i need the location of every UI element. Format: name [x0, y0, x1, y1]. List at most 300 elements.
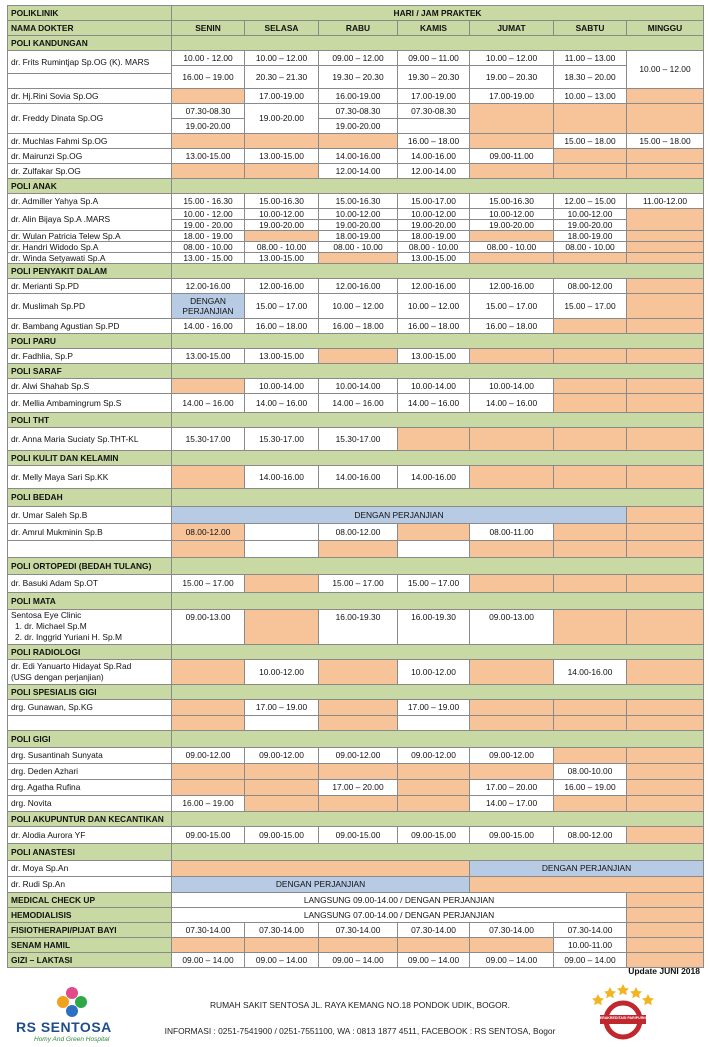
closed-cell [627, 348, 704, 363]
closed-cell [470, 163, 554, 178]
schedule-cell: 19.00-20.00 [554, 219, 627, 230]
doctor-name: dr. Merianti Sp.PD [8, 278, 172, 293]
closed-cell [627, 465, 704, 488]
schedule-cell: 19.30 – 20.30 [319, 66, 398, 89]
schedule-cell: 10.00 – 13.00 [554, 88, 627, 103]
schedule-cell: 09.00-13.00 [470, 609, 554, 644]
closed-cell [398, 779, 470, 795]
doctor-name: dr. Umar Saleh Sp.B [8, 506, 172, 523]
update-note: Update JUNI 2018 [628, 966, 700, 976]
schedule-cell: 17.00 – 20.00 [319, 779, 398, 795]
closed-cell [470, 465, 554, 488]
schedule-cell: 09.00 – 14.00 [554, 952, 627, 967]
schedule-cell: 08.00-11.00 [470, 523, 554, 540]
doctor-name: dr. Fadhlia, Sp.P [8, 348, 172, 363]
empty-cell [245, 523, 319, 540]
schedule-cell: 08.00 - 10.00 [554, 241, 627, 252]
schedule-cell: 14.00 - 16.00 [172, 318, 245, 333]
section-gigi: POLI GIGI [8, 730, 172, 747]
closed-cell [470, 763, 554, 779]
schedule-cell: 08.00 - 10.00 [172, 241, 245, 252]
schedule-cell: 15.00-16.30 [470, 193, 554, 208]
section-radiologi: POLI RADIOLOGI [8, 644, 172, 659]
closed-cell [319, 348, 398, 363]
section-row [8, 36, 704, 51]
doctor-name: dr. Mairunzi Sp.OG [8, 148, 172, 163]
doctor-name: dr. Moya Sp.An [8, 860, 172, 876]
schedule-cell: 10.00 - 12.00 [172, 51, 245, 66]
closed-cell [627, 779, 704, 795]
schedule-row [8, 699, 704, 715]
schedule-cell: 08.00 - 10.00 [470, 241, 554, 252]
section-fill [172, 363, 704, 378]
schedule-cell: 08.00-12.00 [554, 826, 627, 843]
schedule-row [8, 193, 704, 208]
schedule-cell: 07.30-14.00 [245, 922, 319, 937]
schedule-cell: 07.30-08.30 [172, 103, 245, 118]
closed-cell [627, 763, 704, 779]
doctor-name: drg. Agatha Rufina [8, 779, 172, 795]
schedule-cell: 14.00-16.00 [319, 148, 398, 163]
closed-cell [470, 427, 554, 450]
badge-text: TERAKREDITASI PARIPURNA [597, 1016, 649, 1020]
schedule-row [8, 747, 704, 763]
doctor-name: dr. Basuki Adam Sp.OT [8, 574, 172, 592]
closed-cell [627, 937, 704, 952]
schedule-row [8, 133, 704, 148]
closed-cell [627, 523, 704, 540]
section-row [8, 450, 704, 465]
schedule-row [8, 574, 704, 592]
closed-cell [398, 523, 470, 540]
closed-cell [627, 574, 704, 592]
header-row-2 [8, 21, 704, 36]
appointment-line: PERJANJIAN [182, 305, 234, 316]
schedule-cell: 15.00 - 16.30 [172, 193, 245, 208]
doctor-name: dr. Admiller Yahya Sp.A [8, 193, 172, 208]
schedule-cell: 19.00-20.00 [245, 219, 319, 230]
closed-cell [245, 574, 319, 592]
section-row [8, 412, 704, 427]
closed-cell [398, 795, 470, 811]
section-fill [172, 36, 704, 51]
doctor-name: dr. Zulfakar Sp.OG [8, 163, 172, 178]
schedule-cell: 12.00 – 15.00 [554, 193, 627, 208]
footer-address: RUMAH SAKIT SENTOSA JL. RAYA KEMANG NO.18 PONDOK UDIK, BOGOR. [209, 1000, 510, 1010]
service-row [8, 952, 704, 967]
schedule-cell: 10.00-12.00 [398, 659, 470, 684]
closed-cell [398, 937, 470, 952]
closed-cell [319, 795, 398, 811]
schedule-cell: 09.00 – 14.00 [172, 952, 245, 967]
schedule-cell: 10.00 – 12.00 [398, 293, 470, 318]
section-kandungan: POLI KANDUNGAN [8, 36, 172, 51]
schedule-cell: 14.00 – 16.00 [319, 393, 398, 412]
schedule-cell: 10.00-14.00 [319, 378, 398, 393]
closed-cell [627, 952, 704, 967]
closed-cell [319, 937, 398, 952]
schedule-cell: 13.00-15.00 [245, 348, 319, 363]
section-anak: POLI ANAK [8, 178, 172, 193]
schedule-cell: 13.00-15.00 [172, 348, 245, 363]
schedule-row [8, 208, 704, 219]
closed-cell [554, 318, 627, 333]
closed-cell [554, 427, 627, 450]
closed-cell [627, 230, 704, 241]
schedule-cell: 09.00 – 12.00 [319, 51, 398, 66]
doctor-name-line: 1. dr. Michael Sp.M [15, 621, 87, 631]
schedule-cell: 14.00-16.00 [245, 465, 319, 488]
doctor-name: dr. Wulan Patricia Telew Sp.A [8, 230, 172, 241]
section-row [8, 333, 704, 348]
hospital-logo [14, 986, 124, 1046]
schedule-cell: 12.00-16.00 [398, 278, 470, 293]
schedule-cell: 15.00-17.00 [398, 193, 470, 208]
closed-cell [245, 937, 319, 952]
closed-cell [554, 747, 627, 763]
doctor-name: dr. Mellia Ambamingrum Sp.S [8, 393, 172, 412]
schedule-cell: 14.00 – 16.00 [172, 393, 245, 412]
schedule-row [8, 540, 704, 557]
closed-cell [172, 860, 470, 876]
schedule-cell: 16.00 – 18.00 [398, 318, 470, 333]
day-thursday: KAMIS [398, 21, 470, 36]
service-cell: LANGSUNG 07.00-14.00 / DENGAN PERJANJIAN [172, 907, 627, 922]
schedule-cell: 15.30-17.00 [245, 427, 319, 450]
doctor-name: drg. Susantinah Sunyata [8, 747, 172, 763]
doctor-name: dr. Hj.Rini Sovia Sp.OG [8, 88, 172, 103]
closed-cell [470, 876, 704, 892]
logo-mark-icon [42, 986, 102, 1020]
section-row [8, 592, 704, 609]
closed-cell [627, 795, 704, 811]
schedule-cell: 14.00 – 16.00 [398, 393, 470, 412]
closed-cell [470, 659, 554, 684]
schedule-cell: 07.30-08.30 [398, 103, 470, 118]
schedule-cell: 09.00-15.00 [172, 826, 245, 843]
closed-cell [172, 659, 245, 684]
closed-cell [470, 715, 554, 730]
closed-cell [627, 699, 704, 715]
schedule-cell: 08.00-12.00 [172, 523, 245, 540]
doctor-name: dr. Rudi Sp.An [8, 876, 172, 892]
schedule-row [8, 860, 704, 876]
schedule-cell: 10.00-11.00 [554, 937, 627, 952]
schedule-cell: 09.00-12.00 [319, 747, 398, 763]
schedule-cell: 09.00-12.00 [245, 747, 319, 763]
logo-name: RS SENTOSA [16, 1019, 112, 1035]
schedule-cell: 15.00-16.30 [245, 193, 319, 208]
schedule-cell: 10.00 - 12.00 [172, 208, 245, 219]
section-bedah: POLI BEDAH [8, 488, 172, 506]
schedule-row [8, 427, 704, 450]
schedule-cell: 10.00-14.00 [398, 378, 470, 393]
schedule-cell: 16.00 – 18.00 [245, 318, 319, 333]
appointment-cell: DENGAN PERJANJIAN [172, 506, 627, 523]
service-row [8, 892, 704, 907]
footer-info: INFORMASI : 0251-7541900 / 0251-7551100, WA : 0813 1877 4511, FACEBOOK : RS SENTOSA, Bogor [164, 1026, 556, 1036]
closed-cell [470, 133, 554, 148]
section-row [8, 363, 704, 378]
clinic-name: Sentosa Eye Clinic [11, 610, 82, 620]
schedule-cell: 08.00-12.00 [554, 278, 627, 293]
schedule-cell: 09.00 – 14.00 [319, 952, 398, 967]
schedule-cell: 07.30-14.00 [554, 922, 627, 937]
doctor-name: dr. Anna Maria Suciaty Sp.THT-KL [8, 427, 172, 450]
schedule-cell: 09.00-13.00 [172, 609, 245, 644]
schedule-cell: 15.30-17.00 [319, 427, 398, 450]
closed-cell [554, 103, 627, 133]
appointment-line: DENGAN [190, 295, 226, 306]
schedule-cell: 14.00-16.00 [398, 148, 470, 163]
schedule-cell: 12.00-16.00 [470, 278, 554, 293]
closed-cell [554, 465, 627, 488]
closed-cell [470, 348, 554, 363]
section-spesialis-gigi: POLI SPESIALIS GIGI [8, 684, 172, 699]
closed-cell [627, 293, 704, 318]
schedule-cell: 13.00-15.00 [398, 252, 470, 263]
schedule-cell: 16.00-19.00 [319, 88, 398, 103]
header-hari-jam: HARI / JAM PRAKTEK [172, 6, 704, 21]
service-senam: SENAM HAMIL [8, 937, 172, 952]
schedule-cell: 07.30-14.00 [319, 922, 398, 937]
day-sunday: MINGGU [627, 21, 704, 36]
closed-cell [627, 427, 704, 450]
closed-cell [627, 659, 704, 684]
schedule-cell: 15.00 – 17.00 [245, 293, 319, 318]
schedule-table [7, 5, 704, 968]
schedule-row [8, 763, 704, 779]
closed-cell [172, 937, 245, 952]
schedule-cell: 10.00 – 12.00 [470, 51, 554, 66]
schedule-cell: 09.00-15.00 [470, 826, 554, 843]
schedule-cell: 15.00 – 17.00 [554, 293, 627, 318]
schedule-cell: 09.00-12.00 [470, 747, 554, 763]
closed-cell [627, 747, 704, 763]
section-fill [172, 811, 704, 826]
doctor-name: dr. Freddy Dinata Sp.OG [8, 103, 172, 133]
section-fill [172, 557, 704, 574]
schedule-cell [398, 118, 470, 133]
schedule-cell: 18.00 - 19.00 [172, 230, 245, 241]
schedule-row [8, 318, 704, 333]
schedule-cell: 09.00-12.00 [172, 747, 245, 763]
schedule-cell: 19.00-20.00 [172, 118, 245, 133]
schedule-cell: 17.00-19.00 [470, 88, 554, 103]
schedule-cell: 15.00 – 17.00 [319, 574, 398, 592]
closed-cell [627, 88, 704, 103]
schedule-row [8, 103, 704, 118]
appointment-cell [172, 293, 245, 318]
schedule-cell: 07.30-14.00 [470, 922, 554, 937]
closed-cell [554, 795, 627, 811]
closed-cell [172, 715, 245, 730]
doctor-name: dr. Melly Maya Sari Sp.KK [8, 465, 172, 488]
schedule-cell: 16.00-19.30 [319, 609, 398, 644]
section-row [8, 811, 704, 826]
doctor-name: dr. Frits Rumintjap Sp.OG (K). MARS [8, 51, 172, 74]
closed-cell [172, 163, 245, 178]
service-cell: LANGSUNG 09.00-14.00 / DENGAN PERJANJIAN [172, 892, 627, 907]
doctor-name-empty [8, 715, 172, 730]
closed-cell [245, 133, 319, 148]
schedule-cell: 17.00-19.00 [398, 88, 470, 103]
schedule-cell: 16.00-19.30 [398, 609, 470, 644]
schedule-cell: 18.30 – 20.00 [554, 66, 627, 89]
closed-cell [172, 378, 245, 393]
schedule-cell: 10.00-12.00 [470, 208, 554, 219]
closed-cell [245, 163, 319, 178]
schedule-row [8, 715, 704, 730]
schedule-cell: 10.00 – 12.00 [319, 293, 398, 318]
schedule-row [8, 378, 704, 393]
section-saraf: POLI SARAF [8, 363, 172, 378]
day-saturday: SABTU [554, 21, 627, 36]
closed-cell [554, 699, 627, 715]
closed-cell [470, 230, 554, 241]
schedule-cell: 07.30-14.00 [172, 922, 245, 937]
schedule-cell: 08.00 - 10.00 [398, 241, 470, 252]
doctor-name: dr. Handri Widodo Sp.A [8, 241, 172, 252]
empty-cell [245, 715, 319, 730]
doctor-name: dr. Alodia Aurora YF [8, 826, 172, 843]
closed-cell [172, 133, 245, 148]
closed-cell [470, 540, 554, 557]
schedule-cell: 15.00 – 17.00 [470, 293, 554, 318]
schedule-row [8, 88, 704, 103]
doctor-name: dr. Amrul Mukminin Sp.B [8, 523, 172, 540]
closed-cell [245, 779, 319, 795]
closed-cell [554, 252, 627, 263]
section-akupuntur: POLI AKUPUNTUR DAN KECANTIKAN [8, 811, 172, 826]
closed-cell [627, 103, 704, 133]
empty-cell [398, 715, 470, 730]
closed-cell [398, 763, 470, 779]
day-wednesday: RABU [319, 21, 398, 36]
section-row [8, 684, 704, 699]
closed-cell [554, 540, 627, 557]
service-row [8, 937, 704, 952]
schedule-cell: 15.00 – 18.00 [554, 133, 627, 148]
schedule-row [8, 465, 704, 488]
schedule-cell: 14.00 – 16.00 [245, 393, 319, 412]
schedule-cell: 19.00 – 20.30 [470, 66, 554, 89]
header-nama-dokter: NAMA DOKTER [8, 21, 172, 36]
doctor-name: drg. Novita [8, 795, 172, 811]
closed-cell [554, 348, 627, 363]
closed-cell [172, 779, 245, 795]
appointment-cell: DENGAN PERJANJIAN [470, 860, 704, 876]
section-fill [172, 644, 704, 659]
closed-cell [245, 609, 319, 644]
doctor-name-line: dr. Edi Yanuarto Hidayat Sp.Rad [11, 660, 132, 671]
schedule-cell: 11.00-12.00 [627, 193, 704, 208]
doctor-name: dr. Muchlas Fahmi Sp.OG [8, 133, 172, 148]
section-kulit: POLI KULIT DAN KELAMIN [8, 450, 172, 465]
section-fill [172, 412, 704, 427]
schedule-row [8, 51, 704, 66]
schedule-cell: 09.00 – 14.00 [398, 952, 470, 967]
closed-cell [627, 393, 704, 412]
schedule-cell: 16.00 – 19.00 [172, 795, 245, 811]
schedule-cell: 16.00 – 18.00 [398, 133, 470, 148]
schedule-cell: 13.00-15.00 [172, 148, 245, 163]
closed-cell [470, 574, 554, 592]
closed-cell [172, 465, 245, 488]
section-fill [172, 178, 704, 193]
closed-cell [627, 907, 704, 922]
schedule-cell: 10.00 – 12.00 [245, 51, 319, 66]
closed-cell [470, 252, 554, 263]
schedule-row [8, 779, 704, 795]
schedule-cell: 10.00-12.00 [245, 208, 319, 219]
doctor-name: drg. Gunawan, Sp.KG [8, 699, 172, 715]
service-row [8, 922, 704, 937]
schedule-cell: 19.00-20.00 [398, 219, 470, 230]
closed-cell [554, 574, 627, 592]
schedule-row [8, 876, 704, 892]
schedule-cell: 07.30-14.00 [398, 922, 470, 937]
section-row [8, 644, 704, 659]
schedule-cell: 19.00-20.00 [319, 118, 398, 133]
header-poliklinik: POLIKLINIK [8, 6, 172, 21]
closed-cell [245, 230, 319, 241]
schedule-cell: 08.00 - 10.00 [245, 241, 319, 252]
schedule-row [8, 659, 704, 684]
closed-cell [172, 540, 245, 557]
schedule-row [8, 393, 704, 412]
schedule-cell: 09.00 – 14.00 [245, 952, 319, 967]
closed-cell [627, 506, 704, 523]
schedule-cell: 19.00-20.00 [245, 103, 319, 133]
schedule-cell: 19.30 – 20.30 [398, 66, 470, 89]
closed-cell [627, 252, 704, 263]
schedule-cell: 16.00 – 18.00 [319, 318, 398, 333]
schedule-cell: 09.00 – 14.00 [470, 952, 554, 967]
schedule-cell: 11.00 – 13.00 [554, 51, 627, 66]
section-row [8, 178, 704, 193]
logo-tagline: Homy And Green Hospital [34, 1036, 110, 1043]
schedule-cell: 19.00-20.00 [470, 219, 554, 230]
schedule-row [8, 241, 704, 252]
doctor-name-line: 2. dr. Inggrid Yuriani H. Sp.M [15, 632, 122, 642]
schedule-cell: 13.00 - 15.00 [172, 252, 245, 263]
doctor-name: dr. Alwi Shahab Sp.S [8, 378, 172, 393]
day-friday: JUMAT [470, 21, 554, 36]
schedule-cell: 17.00 – 19.00 [245, 699, 319, 715]
schedule-cell: 13.00-15.00 [245, 148, 319, 163]
section-fill [172, 333, 704, 348]
section-penyakit-dalam: POLI PENYAKIT DALAM [8, 263, 172, 278]
closed-cell [554, 163, 627, 178]
section-row [8, 843, 704, 860]
closed-cell [627, 715, 704, 730]
closed-cell [319, 252, 398, 263]
section-anastesi: POLI ANASTESI [8, 843, 172, 860]
schedule-row [8, 252, 704, 263]
schedule-cell: 09.00-15.00 [398, 826, 470, 843]
schedule-cell: 18.00-19.00 [398, 230, 470, 241]
schedule-cell: 10.00-12.00 [319, 208, 398, 219]
service-row [8, 907, 704, 922]
schedule-row [8, 506, 704, 523]
closed-cell [627, 318, 704, 333]
closed-cell [470, 699, 554, 715]
closed-cell [554, 378, 627, 393]
schedule-cell: 09.00 – 11.00 [398, 51, 470, 66]
schedule-cell: 09.00-15.00 [245, 826, 319, 843]
section-row [8, 263, 704, 278]
